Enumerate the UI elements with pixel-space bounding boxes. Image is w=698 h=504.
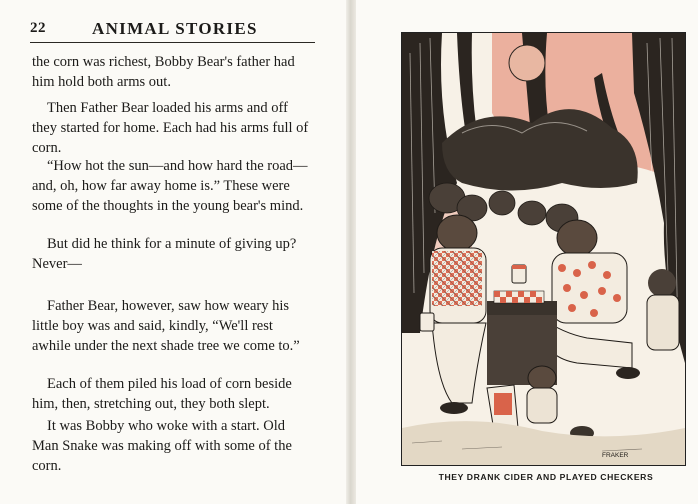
paragraph: “How hot the sun—and how hard the road—and, oh, how far away home is.” These were some of the thoughts in the young bear's mind. bbox=[32, 158, 308, 214]
page-header bbox=[30, 20, 320, 42]
page-number: 22 bbox=[30, 20, 46, 36]
illustration-caption: THEY DRANK CIDER AND PLAYED CHECKERS bbox=[438, 472, 654, 482]
paragraph: But did he think for a minute of giving up? Never— bbox=[32, 236, 297, 272]
paragraph: It was Bobby who woke with a start. Old Man Snake was making off with some of the corn. bbox=[32, 418, 292, 474]
illustration bbox=[401, 32, 686, 466]
bears-playing-checkers-illustration bbox=[402, 33, 685, 465]
book-gutter bbox=[346, 0, 356, 504]
header-rule bbox=[30, 42, 315, 43]
right-page bbox=[356, 0, 698, 504]
paragraph: Father Bear, however, saw how weary his little boy was and said, kindly, “We'll rest awhile under the next shade tree we come to.” bbox=[32, 298, 300, 354]
illustration-signature: FRAKER bbox=[602, 452, 629, 459]
paragraph: the corn was richest, Bobby Bear's father had him hold both arms out. bbox=[32, 54, 295, 90]
paragraph: Then Father Bear loaded his arms and off they started for home. Each had his arms full of corn. bbox=[32, 100, 309, 156]
checkerboard bbox=[494, 291, 544, 303]
running-head: ANIMAL STORIES bbox=[92, 19, 258, 38]
paragraph: Each of them piled his load of corn beside him, then, stretching out, they both slept. bbox=[32, 376, 292, 412]
